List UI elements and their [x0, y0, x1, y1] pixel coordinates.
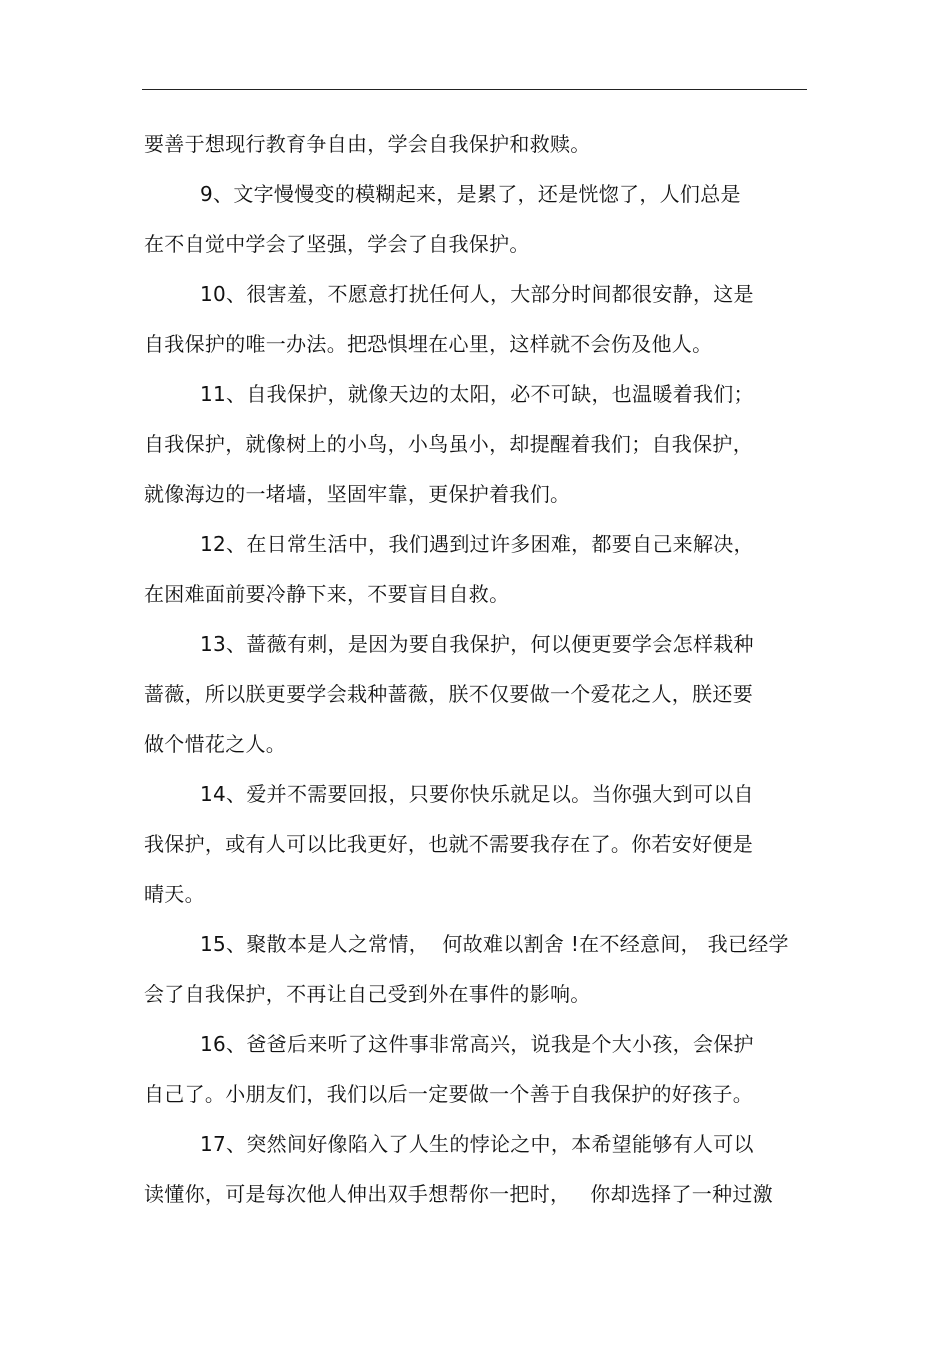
text-line: 14、爱并不需要回报，只要你快乐就足以。当你强大到可以自: [200, 782, 754, 806]
text-line: 自我保护，就像树上的小鸟，小鸟虽小，却提醒着我们；自我保护，: [144, 432, 753, 456]
text-line: 读懂你，可是每次他人伸出双手想帮你一把时， 你却选择了一种过激: [144, 1182, 773, 1206]
text-line: 会了自我保护，不再让自己受到外在事件的影响。: [144, 982, 591, 1006]
header-rule: [142, 89, 807, 90]
text-line: 在不自觉中学会了坚强，学会了自我保护。: [144, 232, 530, 256]
text-line: 9、文字慢慢变的模糊起来，是累了，还是恍惚了，人们总是: [200, 182, 741, 206]
text-line: 要善于想现行教育争自由，学会自我保护和救赎。: [144, 132, 591, 156]
text-line: 13、蔷薇有刺，是因为要自我保护，何以便更要学会怎样栽种: [200, 632, 754, 656]
text-line: 10、很害羞，不愿意打扰任何人，大部分时间都很安静，这是: [200, 282, 754, 306]
text-line: 就像海边的一堵墙，坚固牢靠，更保护着我们。: [144, 482, 571, 506]
text-line: 11、自我保护，就像天边的太阳，必不可缺，也温暖着我们；: [200, 382, 754, 406]
text-line: 做个惜花之人。: [144, 732, 287, 756]
text-line: 蔷薇，所以朕更要学会栽种蔷薇，朕不仅要做一个爱花之人，朕还要: [144, 682, 753, 706]
text-line: 我保护，或有人可以比我更好，也就不需要我存在了。你若安好便是: [144, 832, 753, 856]
text-line: 在困难面前要冷静下来，不要盲目自救。: [144, 582, 510, 606]
text-line: 12、在日常生活中，我们遇到过许多困难，都要自己来解决，: [200, 532, 754, 556]
text-line: 16、爸爸后来听了这件事非常高兴，说我是个大小孩，会保护: [200, 1032, 754, 1056]
text-line: 自己了。小朋友们，我们以后一定要做一个善于自我保护的好孩子。: [144, 1082, 753, 1106]
text-line: 17、突然间好像陷入了人生的悖论之中，本希望能够有人可以: [200, 1132, 754, 1156]
text-line: 15、聚散本是人之常情， 何故难以割舍 !在不经意间， 我已经学: [200, 932, 789, 956]
text-line: 自我保护的唯一办法。把恐惧埋在心里，这样就不会伤及他人。: [144, 332, 713, 356]
text-line: 晴天。: [144, 882, 205, 906]
